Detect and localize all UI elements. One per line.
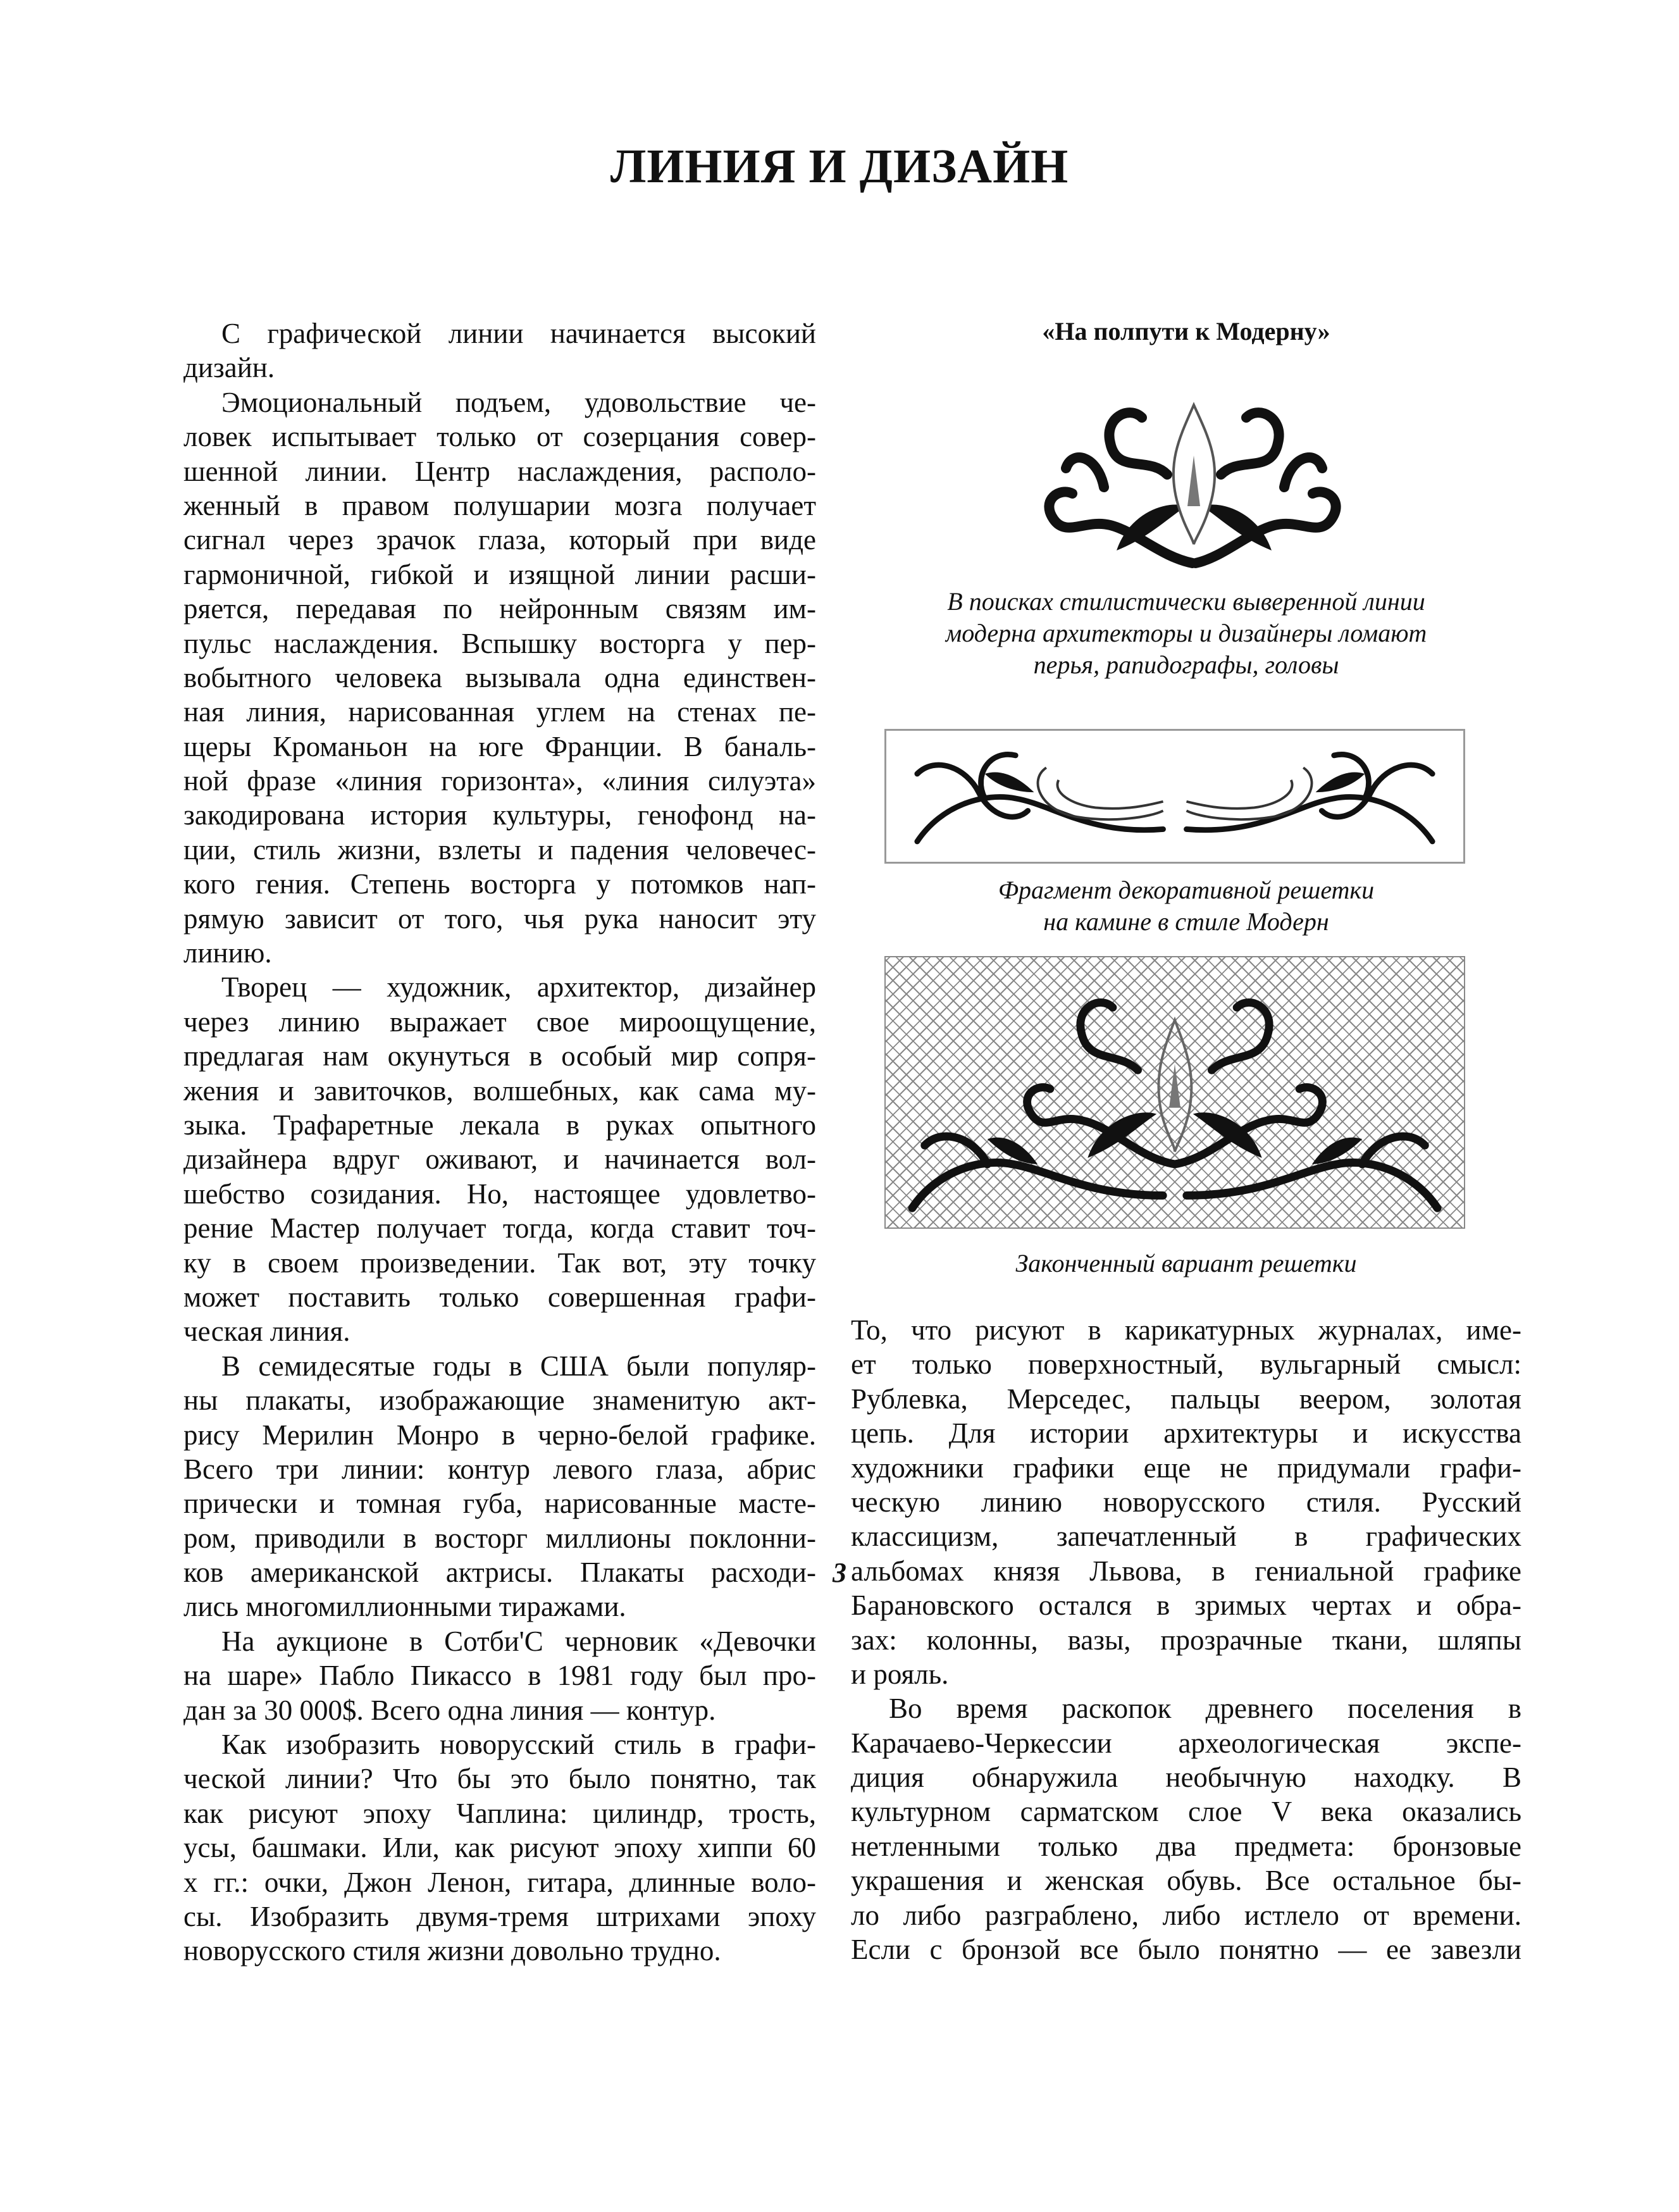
right-text-column xyxy=(851,1313,1521,1967)
text-line: украшения и женская обувь. Все остальное бы- xyxy=(851,1865,1521,1897)
text-line: Всего три линии: контур левого глаза, абрис xyxy=(183,1453,816,1485)
text-line: ловек испытывает только от созерцания совер- xyxy=(183,421,816,453)
text-line: Во время раскопок древнего поселения в xyxy=(889,1693,1521,1725)
text-line: ческая линия. xyxy=(183,1315,350,1348)
text-line: нетленными только два предмета: бронзовые xyxy=(851,1830,1521,1862)
text-line: На аукционе в Сотби'С черновик «Девочки xyxy=(221,1625,816,1657)
left-text-column xyxy=(183,316,816,1968)
finished-grille-image xyxy=(884,956,1465,1229)
text-line: х гг.: очки, Джон Ленон, гитара, длинные воло- xyxy=(183,1866,816,1898)
text-line: ной фразе «линия горизонта», «линия силуэта» xyxy=(183,765,816,797)
text-line: культурном сарматском слое V века оказались xyxy=(851,1796,1521,1828)
text-line: прически и томная губа, нарисованные масте- xyxy=(183,1488,816,1520)
page-number: 3 xyxy=(833,1557,846,1588)
text-line: дизайн. xyxy=(183,352,275,384)
text-line: может поставить только совершенная графи- xyxy=(183,1281,816,1313)
text-line: лись многомиллионными тиражами. xyxy=(183,1591,626,1623)
text-line: и рояль. xyxy=(851,1658,949,1690)
text-line: Барановского остался в зримых чертах и обра- xyxy=(851,1589,1521,1622)
figure-caption-1 xyxy=(851,586,1521,681)
text-line: закодирована история культуры, генофонд на- xyxy=(183,799,816,831)
text-line: Как изобразить новорусский стиль в графи- xyxy=(221,1729,816,1761)
figure-caption-2 xyxy=(851,874,1521,938)
fireplace-grille-fragment-image xyxy=(884,729,1465,864)
text-line: То, что рисуют в карикатурных журналах, име- xyxy=(851,1314,1521,1346)
text-line: шенной линии. Центр наслаждения, располо- xyxy=(183,455,816,487)
text-line: альбомах князя Львова, в гениальной графике xyxy=(851,1555,1521,1587)
caption-line: перья, рапидографы, головы xyxy=(1033,650,1339,679)
figure-heading: «На полпути к Модерну» xyxy=(1042,317,1330,345)
text-line: новорусского стиля жизни довольно трудно. xyxy=(183,1935,721,1967)
text-line: как рисуют эпоху Чаплина: цилиндр, трость, xyxy=(183,1797,816,1829)
figure-caption-3: Законченный вариант решетки xyxy=(1015,1249,1357,1277)
text-line: пульс наслаждения. Вспышку восторга у пер- xyxy=(183,627,816,659)
page-title: ЛИНИЯ И ДИЗАЙН xyxy=(610,140,1069,193)
text-line: рямую зависит от того, чья рука наносит эту xyxy=(183,902,816,935)
text-line: линию. xyxy=(183,937,272,969)
text-line: зыка. Трафаретные лекала в руках опытного xyxy=(183,1109,816,1141)
text-line: ны плакаты, изображающие знаменитую акт- xyxy=(183,1384,816,1417)
text-line: вобытного человека вызывала одна единствен- xyxy=(183,661,816,693)
text-line: Эмоциональный подъем, удовольствие че- xyxy=(221,386,816,418)
text-line: на шаре» Пабло Пикассо в 1981 году был про- xyxy=(183,1660,816,1692)
text-line: ческую линию новорусского стиля. Русский xyxy=(851,1486,1521,1518)
text-line: усы, башмаки. Или, как рисуют эпоху хиппи 60 xyxy=(183,1832,816,1864)
text-line: жения и завиточков, волшебных, как сама му- xyxy=(183,1074,816,1107)
text-line: В семидесятые годы в США были популяр- xyxy=(221,1350,816,1382)
text-line: ку в своем произведении. Так вот, эту точку xyxy=(183,1246,816,1279)
text-line: ряется, передавая по нейронным связям им- xyxy=(183,593,816,625)
text-line: рису Мерилин Монро в черно-белой графике. xyxy=(183,1419,816,1451)
text-line: сы. Изобразить двумя-тремя штрихами эпоху xyxy=(183,1900,816,1932)
text-line: Творец — художник, архитектор, дизайнер xyxy=(221,971,816,1003)
text-line: через линию выражает свое мироощущение, xyxy=(183,1005,816,1038)
text-line: Рублевка, Мерседес, пальцы веером, золотая xyxy=(851,1382,1521,1415)
text-line: ная линия, нарисованная углем на стенах пе- xyxy=(183,696,816,728)
text-line: ков американской актрисы. Плакаты расходи- xyxy=(183,1556,816,1589)
caption-line: на камине в стиле Модерн xyxy=(1043,907,1329,936)
text-line: щеры Кроманьон на юге Франции. В баналь- xyxy=(183,730,816,762)
text-line: сигнал через зрачок глаза, который при виде xyxy=(183,524,816,556)
caption-line: В поисках стилистически выверенной линии xyxy=(947,587,1425,616)
caption-line: модерна архитекторы и дизайнеры ломают xyxy=(945,619,1427,647)
text-line: ром, приводили в восторг миллионы поклонни- xyxy=(183,1522,816,1554)
text-line: кого гения. Степень восторга у потомков нап- xyxy=(183,868,816,900)
text-line: ло либо разграблено, либо истлело от времени. xyxy=(851,1899,1521,1931)
text-line: дизайнера вдруг оживают, и начинается вол- xyxy=(183,1143,816,1176)
text-line: ет только поверхностный, вульгарный смысл: xyxy=(851,1348,1521,1381)
ornament-lily-image xyxy=(1022,380,1366,569)
text-line: диция обнаружила необычную находку. В xyxy=(851,1762,1521,1794)
text-line: предлагая нам окунуться в особый мир сопря- xyxy=(183,1040,816,1072)
text-line: зах: колонны, вазы, прозрачные ткани, шляпы xyxy=(851,1624,1521,1656)
text-line: цепь. Для истории архитектуры и искусства xyxy=(851,1417,1521,1450)
text-line: С графической линии начинается высокий xyxy=(221,318,816,349)
text-line: ческой линии? Что бы это было понятно, так xyxy=(183,1763,816,1795)
text-line: гармоничной, гибкой и изящной линии расши- xyxy=(183,558,816,590)
text-line: рение Мастер получает тогда, когда ставит точ- xyxy=(183,1212,816,1245)
text-line: Карачаево-Черкессии археологическая экспе- xyxy=(851,1727,1521,1759)
text-line: Если с бронзой все было понятно — ее завезли xyxy=(851,1934,1521,1966)
text-line: классицизм, запечатленный в графических xyxy=(851,1520,1521,1553)
text-line: дан за 30 000$. Всего одна линия — контур. xyxy=(183,1694,716,1726)
text-line: шебство созидания. Но, настоящее удовлетво- xyxy=(183,1177,816,1210)
text-line: художники графики еще не придумали графи- xyxy=(851,1451,1521,1484)
text-line: ции, стиль жизни, взлеты и падения человечес- xyxy=(183,833,816,866)
text-line: женный в правом полушарии мозга получает xyxy=(183,489,816,521)
caption-line: Фрагмент декоративной решетки xyxy=(998,876,1375,904)
